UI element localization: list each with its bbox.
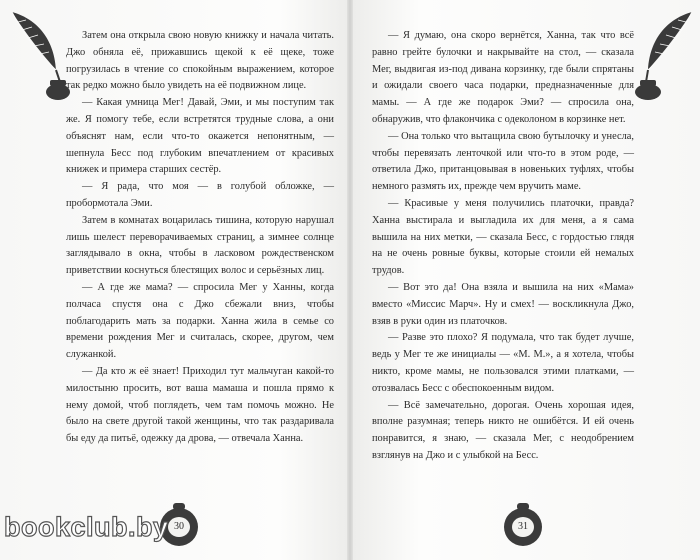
paragraph: Затем она открыла свою новую книжку и начала читать. Джо обняла её, прижавшись щекой к её щеке, тоже погрузилась в чтение со спокойным выражением, которое так редко можно было увидеть на её подвижном лице.	[66, 30, 334, 92]
paragraph: — Вот это да! Она взяла и вышила на них «Мама» вместо «Миссис Марч». Ну и смех! — воскликнула Джо, взяв в руки один из платочков.	[372, 281, 634, 327]
paragraph: — Я думаю, она скоро вернётся, Ханна, так что всё равно грейте булочки и накрывайте на стол, — сказала Мег, выдвигая из-под дивана корзинку, где были спрятаны и ожидали своего часа подарки, предназначенные для мамы. — А где же подарок Эми? — спросила она, обнаружив, что флакончика с одеколоном в корзинке нет.	[372, 30, 634, 125]
page-number: 31	[512, 517, 534, 537]
quill-inkwell-icon	[632, 8, 700, 104]
paragraph: — Какая умница Мег! Давай, Эми, и мы поступим так же. Я помогу тебе, если встретятся трудные слова, а они объяснят нам, если что-то окажется непонятным, — шепнула Бесс под глубоким впечатлением от красивых книжек и примера старших сестёр.	[66, 97, 334, 176]
paragraph: — Она только что вытащила свою бутылочку и унесла, чтобы перевязать ленточкой или что-то в этом роде, — ответила Джо, пританцовывая в новеньких туфлях, чтобы немного размять их, прежде чем вручить маме.	[372, 130, 634, 193]
paragraph: — Да кто ж её знает! Приходил тут мальчуган какой-то милостыню просить, вот ваша мамаша и пошла прямо к нему домой, чтоб поглядеть, чем там помочь можно. Не было на свете другой такой женщины, что так раздаривала бы еду да питьё, одежку да дрова, — отвечала Ханна.	[66, 365, 334, 445]
right-page	[350, 0, 700, 560]
quill-inkwell-icon	[4, 8, 72, 104]
watermark: bookclub.by	[4, 512, 169, 542]
book-gutter	[347, 0, 353, 560]
paragraph: — Разве это плохо? Я подумала, что так будет лучше, ведь у Мег те же инициалы — «М. М.», а я хотела, чтобы никто, кроме мамы, не пользовался этими платками, — отозвалась Бесс с обеспокоенным видом.	[372, 332, 634, 394]
paragraph: — Я рада, что моя — в голубой обложке, — пробормотала Эми.	[66, 181, 334, 209]
paragraph: — А где же мама? — спросила Мег у Ханны, когда полчаса спустя она с Джо сбежали вниз, чтобы поблагодарить мать за подарки. Ханна жила в семье со времени рождения Мег и считалась, скорее, другом, чем служанкой.	[66, 281, 334, 361]
paragraph: Затем в комнатах воцарилась тишина, которую нарушал лишь шелест переворачиваемых страниц, а зимнее солнце заглядывало в окна, чтобы в ласковом рождественском приветствии коснуться блестящих волос и серьёзных лиц.	[66, 214, 334, 277]
right-page-text	[372, 28, 634, 465]
paragraph: — Красивые у меня получились платочки, правда? Ханна выстирала и выгладила их для меня, а я сама вышила на них метки, — сказала Бесс, с гордостью глядя на не очень ровные буквы, которые стоили ей немалых трудов.	[372, 197, 634, 277]
left-page-text	[66, 28, 334, 448]
page-number-badge	[504, 508, 542, 546]
page-number: 30	[168, 517, 190, 537]
paragraph: — Всё замечательно, дорогая. Очень хорошая идея, вполне разумная; теперь никто не ошибётся. И ей очень понравится, я знаю, — сказала Мег, с неодобрением взглянув на Джо и с улыбкой на Бесс.	[372, 399, 634, 461]
